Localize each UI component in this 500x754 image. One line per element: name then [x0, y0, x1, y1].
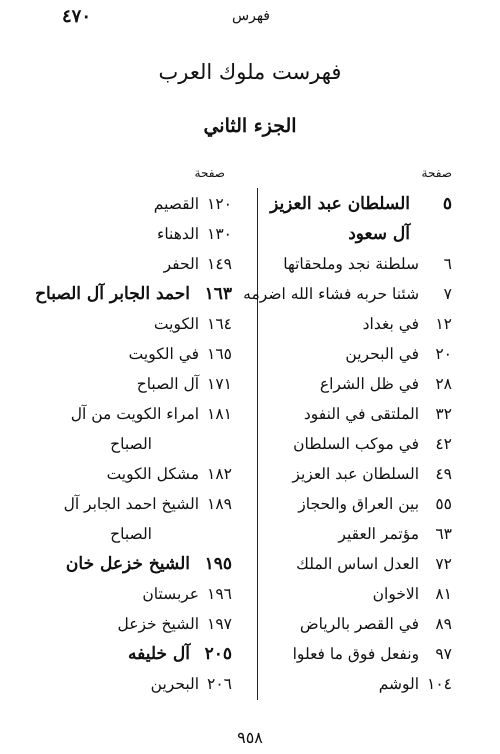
- toc-entry: [0, 369, 232, 399]
- toc-entry: [0, 579, 232, 609]
- entry-title: السلطان عبد العزيز: [292, 465, 420, 483]
- entry-page-number: ٢٠٥: [204, 644, 232, 664]
- entry-page-number: ٥٥: [435, 495, 452, 513]
- toc-entry: [237, 519, 452, 549]
- entry-title: القصيم: [153, 195, 200, 213]
- entry-page-number: ٣٢: [435, 405, 452, 423]
- toc-entry: [0, 609, 232, 639]
- entry-page-number: ٥: [442, 194, 452, 214]
- entry-title: في القصر بالرياض: [299, 615, 420, 633]
- toc-entry: [237, 369, 452, 399]
- entry-title: آل الصباح: [136, 375, 200, 393]
- toc-entry: [0, 279, 232, 309]
- footer-number: ٩٥٨: [237, 728, 263, 747]
- entry-title: السلطان عبد العزيز: [270, 194, 410, 214]
- toc-entry: [237, 219, 452, 249]
- toc-entry: [0, 639, 232, 669]
- entry-title: عربستان: [142, 585, 200, 603]
- entry-page-number: ٩٧: [435, 645, 452, 663]
- section-subtitle: الجزء الثاني: [203, 115, 297, 137]
- entry-title: في البحرين: [345, 345, 420, 363]
- entry-title: سلطنة نجد وملحقاتها: [283, 255, 420, 273]
- toc-entry: [237, 249, 452, 279]
- toc-entry: [237, 399, 452, 429]
- toc-entry: [237, 549, 452, 579]
- entry-title: مشكل الكويت: [106, 465, 200, 483]
- entry-page-number: ١٩٦: [207, 585, 232, 603]
- entry-page-number: ٢٠٦: [207, 675, 232, 693]
- entry-page-number: ١٠٤: [427, 675, 452, 693]
- page-title: فهرست ملوك العرب: [158, 60, 342, 84]
- toc-entry: [0, 519, 232, 549]
- entry-page-number: ١٦٤: [207, 315, 232, 333]
- entry-title: آل سعود: [348, 224, 410, 244]
- toc-entry: [0, 339, 232, 369]
- entry-title: امراء الكويت من آل: [70, 405, 200, 423]
- entry-page-number: ١٢٠: [207, 195, 232, 213]
- entry-title: في بغداد: [362, 315, 420, 333]
- entry-page-number: ٧: [443, 285, 452, 303]
- entry-title: الشيخ احمد الجابر آل: [63, 495, 200, 513]
- entry-page-number: ١٢: [435, 315, 452, 333]
- entry-page-number: ١٤٩: [207, 255, 232, 273]
- toc-entry: [237, 309, 452, 339]
- toc-entry: [237, 639, 452, 669]
- entry-title: الصباح: [110, 525, 152, 543]
- toc-entry: [0, 549, 232, 579]
- entry-title: الصباح: [110, 435, 152, 453]
- toc-entry: [0, 669, 232, 699]
- right-column-header: صفحة: [421, 166, 452, 180]
- toc-entry: [0, 489, 232, 519]
- entry-page-number: ٢٠: [435, 345, 452, 363]
- entry-title: احمد الجابر آل الصباح: [35, 284, 190, 304]
- entry-page-number: ١٨١: [207, 405, 232, 423]
- entry-page-number: ١٩٥: [204, 554, 232, 574]
- entry-title: الكويت: [153, 315, 200, 333]
- entry-title: في ظل الشراع: [319, 375, 420, 393]
- entry-title: الحفر: [163, 255, 200, 273]
- toc-entry: [0, 219, 232, 249]
- entry-page-number: ٦: [443, 255, 452, 273]
- entry-page-number: ١٣٠: [207, 225, 232, 243]
- entry-page-number: ٤٩: [435, 465, 452, 483]
- right-column: [237, 189, 452, 699]
- toc-entry: [0, 429, 232, 459]
- entry-page-number: ٨١: [435, 585, 452, 603]
- entry-title: الشيخ خزعل: [117, 615, 200, 633]
- entry-title: العدل اساس الملك: [296, 555, 420, 573]
- entry-title: الدهناء: [157, 225, 200, 243]
- entry-page-number: ٧٢: [435, 555, 452, 573]
- entry-title: الشيخ خزعل خان: [65, 554, 190, 574]
- left-column-header: صفحة: [194, 166, 225, 180]
- entry-page-number: ١٦٥: [207, 345, 232, 363]
- entry-page-number: ٦٣: [435, 525, 452, 543]
- entry-title: الملتقى في النفود: [303, 405, 420, 423]
- entry-page-number: ٨٩: [435, 615, 452, 633]
- entry-title: في موكب السلطان: [293, 435, 420, 453]
- toc-entry: [237, 279, 452, 309]
- toc-entry: [0, 309, 232, 339]
- entry-title: في الكويت: [128, 345, 200, 363]
- entry-page-number: ٤٢: [435, 435, 452, 453]
- entry-page-number: ٢٨: [435, 375, 452, 393]
- toc-entry: [237, 339, 452, 369]
- toc-entry: [237, 429, 452, 459]
- toc-entry: [237, 189, 452, 219]
- entry-title: شئنا حربه فشاء الله اضرمه: [243, 285, 420, 303]
- toc-entry: [237, 489, 452, 519]
- entry-title: آل خليفه: [128, 644, 190, 664]
- toc-entry: [237, 609, 452, 639]
- toc-entry: [237, 459, 452, 489]
- left-column: [0, 189, 232, 699]
- toc-entry: [237, 579, 452, 609]
- toc-entry: [0, 249, 232, 279]
- entry-page-number: ١٩٧: [207, 615, 232, 633]
- entry-title: الاخوان: [372, 585, 420, 603]
- toc-entry: [0, 399, 232, 429]
- entry-page-number: ١٧١: [207, 375, 232, 393]
- toc-entry: [0, 459, 232, 489]
- entry-title: ونفعل فوق ما فعلوا: [292, 645, 420, 663]
- page-number: ٤٧٠: [62, 6, 92, 27]
- entry-page-number: ١٨٢: [207, 465, 232, 483]
- running-header: فهرس: [232, 8, 270, 24]
- entry-title: مؤتمر العقير: [338, 525, 420, 543]
- entry-page-number: ١٦٣: [204, 284, 232, 304]
- entry-title: البحرين: [150, 675, 200, 693]
- toc-entry: [237, 669, 452, 699]
- entry-page-number: ١٨٩: [207, 495, 232, 513]
- entry-title: الوشم: [378, 675, 420, 693]
- entry-title: بين العراق والحجاز: [298, 495, 420, 513]
- toc-entry: [0, 189, 232, 219]
